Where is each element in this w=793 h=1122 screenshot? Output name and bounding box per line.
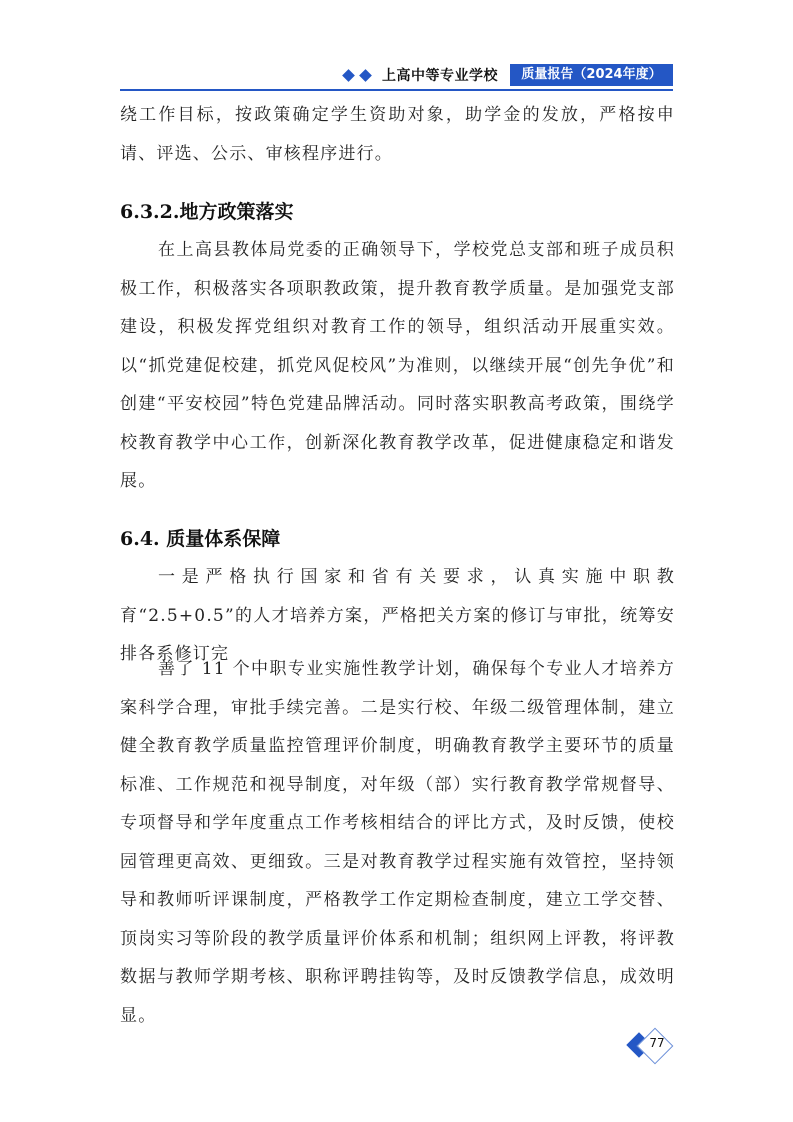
paragraph-local-policy: 在上高县教体局党委的正确领导下，学校党总支部和班子成员积极工作，积极落实各项职教政策，提升教育教学质量。是加强党支部建设，积极发挥党组织对教育工作的领导，组织活动开展重实效。以“抓党建促校建，抓党风促校风”为准则，以继续开展“创先争优”和创建“平安校园”特色党建品牌活动。同时落实职教高考政策，围绕学校教育教学中心工作，创新深化教育教学改革，促进健康稳定和谐发展。	[120, 240, 675, 491]
diamond-icon	[342, 69, 355, 82]
heading-6-4: 6.4. 质量体系保障	[120, 528, 281, 550]
paragraph-intro: 绕工作目标，按政策确定学生资助对象，助学金的发放，严格按申请、评选、公示、审核程序进行。	[120, 105, 675, 164]
paragraph-quality-2: 善了 11 个中职专业实施性教学计划，确保每个专业人才培养方案科学合理，审批手续完善。二是实行校、年级二级管理体制，建立健全教育教学质量监控管理评价制度，明确教育教学主要环节的质量标准、工作规范和视导制度，对年级（部）实行教育教学常规督导、专项督导和学年度重点工作考核相结合的评比方式，及时反馈，使校园管理更高效、更细致。三是对教育教学过程实施有效管控，坚持领导和教师听评课制度，严格教学工作定期检查制度，建立工学交替、顶岗实习等阶段的教学质量评价体系和机制；组织网上评教，将评教数据与教师学期考核、职称评聘挂钩等，及时反馈教学信息，成效明显。	[120, 659, 675, 1026]
running-header	[120, 64, 673, 88]
heading-6-3-2: 6.3.2.地方政策落实	[120, 201, 294, 223]
diamond-icon	[359, 69, 372, 82]
page-number-badge	[627, 1028, 675, 1064]
school-name: 上高中等专业学校	[382, 68, 498, 84]
paragraph-quality-1: 一是严格执行国家和省有关要求，认真实施中职教育“2.5+0.5”的人才培养方案，严格把关方案的修订与审批，统筹安排各系修订完	[120, 567, 675, 664]
header-diamond-icons	[342, 69, 376, 83]
report-tag: 质量报告（2024年度）	[510, 64, 673, 86]
page-number: 77	[649, 1036, 665, 1050]
header-rule	[120, 89, 673, 91]
